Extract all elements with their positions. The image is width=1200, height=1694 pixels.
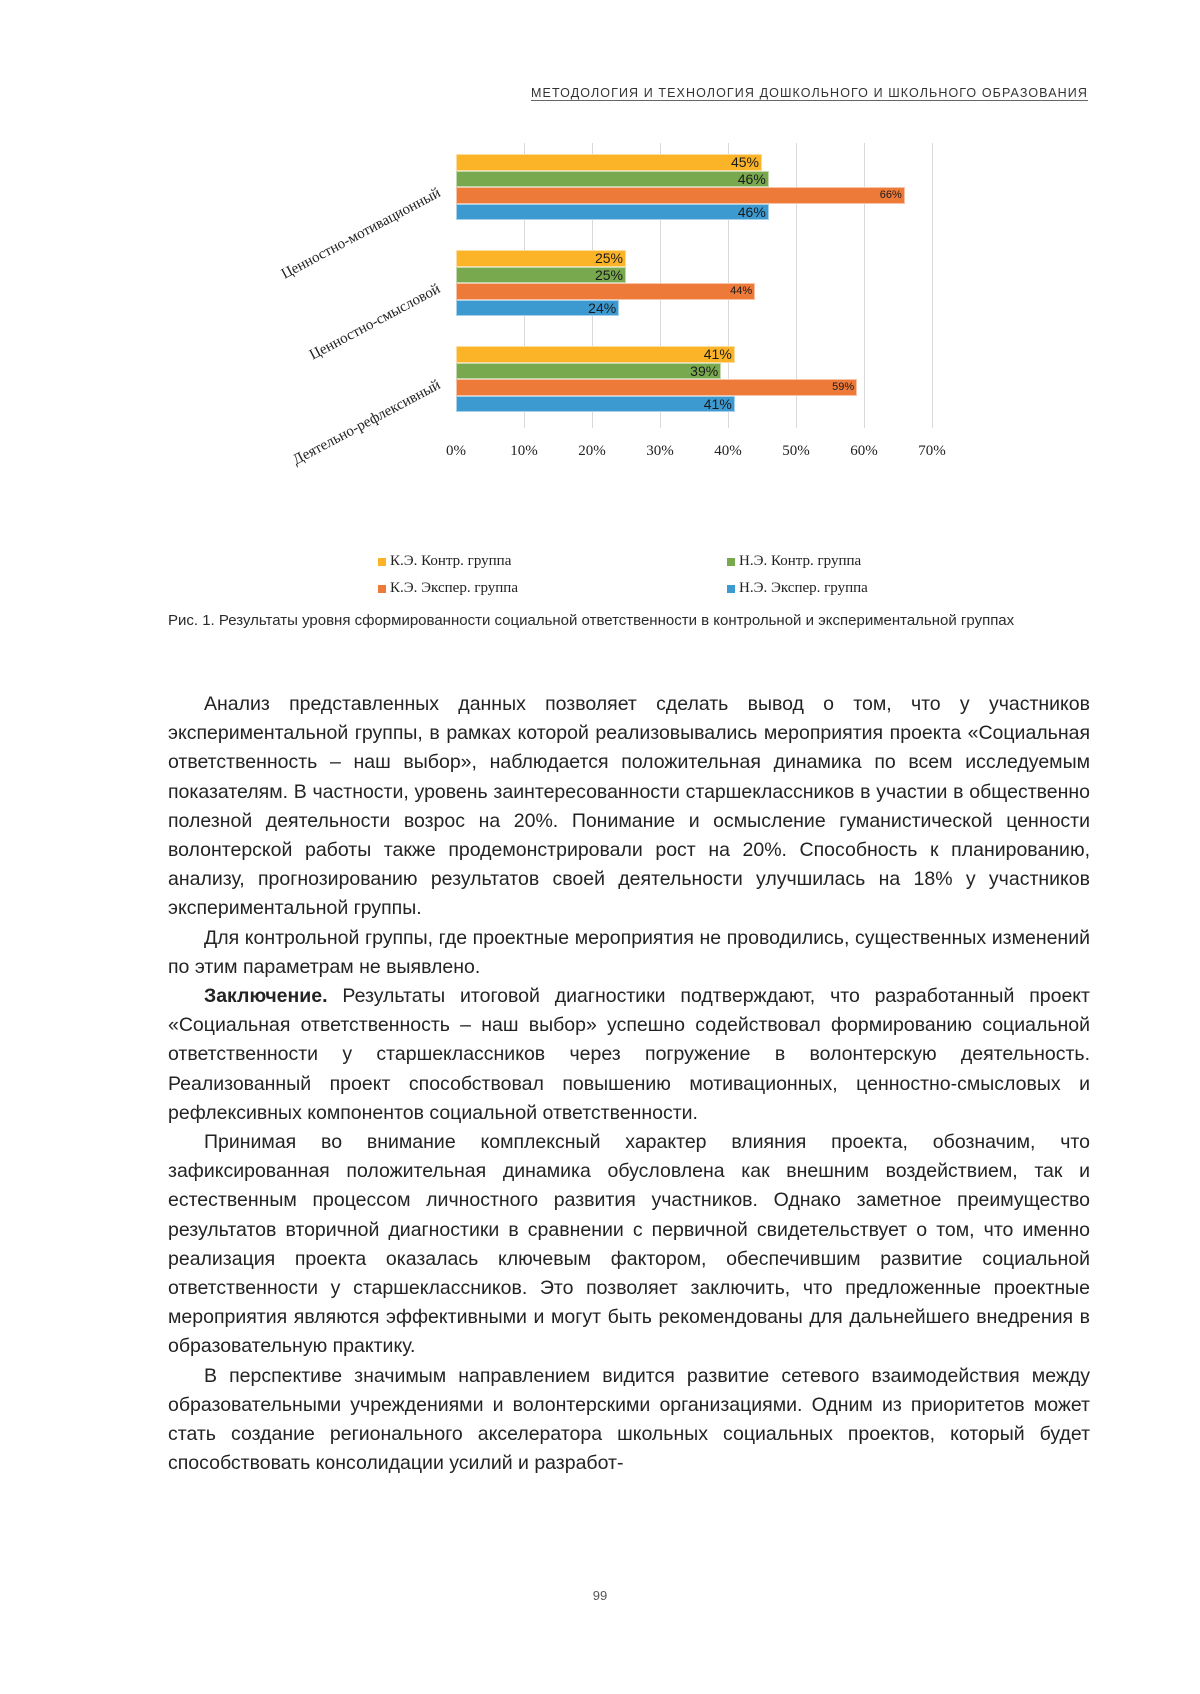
bar [456, 379, 857, 396]
legend-swatch [378, 558, 386, 566]
x-tick-label: 40% [714, 443, 742, 459]
article-body [168, 690, 1090, 1478]
bar-value-label: 66% [879, 189, 902, 201]
bar-value-label: 39% [690, 362, 719, 379]
x-tick-label: 60% [850, 443, 878, 459]
legend-label: К.Э. Экспер. группа [390, 580, 518, 596]
bar-value-label: 41% [703, 346, 732, 362]
category-label: Ценностно-мотивационный [279, 184, 444, 283]
legend-label: Н.Э. Экспер. группа [739, 580, 868, 596]
bar [456, 363, 721, 380]
paragraph-text: Принимая во внимание комплексный характер влияния проекта, обозначим, что зафиксированная положительная динамика обусловлена как внешним воздействием, так и естественным процессом личностного развития участников. Однако заметное преимущество результатов вторичной диагностики в сравнении с первичной свидетельствует о том, что именно реализация проекта оказалась ключевым фактором, обеспечившим развитие социальной ответственности у старшеклассников. Это позволяет заключить, что предложенные проектные мероприятия являются эффективными и могут быть рекомендованы для дальнейшего внедрения в образовательную практику. [168, 1131, 1090, 1358]
legend-label: Н.Э. Контр. группа [739, 553, 862, 569]
x-tick-label: 20% [578, 443, 606, 459]
x-tick-label: 50% [782, 443, 810, 459]
legend-swatch [378, 585, 386, 593]
grid-line [864, 143, 865, 428]
paragraph [168, 924, 1090, 982]
legend-swatch [727, 585, 735, 593]
bar-chart [0, 0, 1200, 600]
bar-value-label: 46% [737, 203, 766, 220]
x-tick-label: 0% [446, 443, 466, 459]
legend-label: К.Э. Контр. группа [390, 553, 512, 569]
bar [456, 204, 769, 221]
bar-value-label: 46% [737, 170, 766, 187]
bar-value-label: 59% [832, 381, 855, 393]
x-tick-label: 10% [510, 443, 538, 459]
legend-swatch [727, 558, 735, 566]
paragraph-lead: Заключение. [204, 985, 328, 1008]
legend-item [727, 553, 861, 570]
paragraph [168, 690, 1090, 924]
paragraph-text: Для контрольной группы, где проектные мероприятия не проводились, существенных изменений по этим параметрам не выявлено. [168, 926, 1090, 978]
running-head: МЕТОДОЛОГИЯ И ТЕХНОЛОГИЯ ДОШКОЛЬНОГО И ШКОЛЬНОГО ОБРАЗОВАНИЯ [531, 86, 1088, 100]
legend-item [378, 553, 511, 570]
bar-value-label: 41% [703, 395, 732, 412]
bar [456, 396, 735, 413]
bar-value-label: 44% [730, 285, 753, 297]
bar [456, 187, 905, 204]
bar-value-label: 25% [594, 266, 623, 283]
paragraph [168, 1362, 1090, 1479]
bar [456, 171, 769, 188]
bar [456, 283, 755, 300]
legend-item [378, 580, 518, 597]
paragraph-text: Анализ представленных данных позволяет сделать вывод о том, что у участников экспериментальной группы, в рамках которой реализовывались мероприятия проекта «Социальная ответственность – наш выбор», наблюдается положительная динамика по всем исследуемым показателям. В частности, уровень заинтересованности старшеклассников в участии в общественно полезной деятельности возрос на 20%. Понимание и осмысление гуманистической ценности волонтерской работы также продемонстрировали рост на 20%. Способность к планированию, анализу, прогнозированию результатов своей деятельности улучшилась на 18% у участников экспериментальной группы. [168, 693, 1090, 920]
category-label: Ценностно-смысловой [307, 280, 444, 364]
paragraph [168, 1128, 1090, 1362]
bar [456, 154, 762, 171]
bar [456, 346, 735, 363]
x-tick-label: 70% [918, 443, 946, 459]
bar-value-label: 24% [588, 299, 617, 316]
figure-caption: Рис. 1. Результаты уровня сформированности социальной ответственности в контрольной и экспериментальной группах [168, 612, 1015, 629]
x-tick-label: 30% [646, 443, 674, 459]
paragraph-text: В перспективе значимым направлением видится развитие сетевого взаимодействия между образовательными учреждениями и волонтерскими организациями. Одним из приоритетов может стать создание регионального акселератора школьных социальных проектов, который будет способствовать консолидации усилий и разработ- [168, 1364, 1090, 1475]
bar-value-label: 45% [730, 154, 759, 170]
grid-line [932, 143, 933, 428]
category-label: Деятельно-рефлексивный [290, 376, 444, 469]
bar-value-label: 25% [594, 250, 623, 266]
paragraph [168, 982, 1090, 1128]
page-number: 99 [592, 1588, 608, 1603]
legend-item [727, 580, 868, 597]
paragraph-text: Результаты итоговой диагностики подтверждают, что разработанный проект «Социальная ответственность – наш выбор» успешно содействовал формированию социальной ответственности у старшеклассников через погружение в волонтерскую деятельность. Реализованный проект способствовал повышению мотивационных, ценностно-смысловых и рефлексивных компонентов социальной ответственности. [168, 985, 1090, 1124]
